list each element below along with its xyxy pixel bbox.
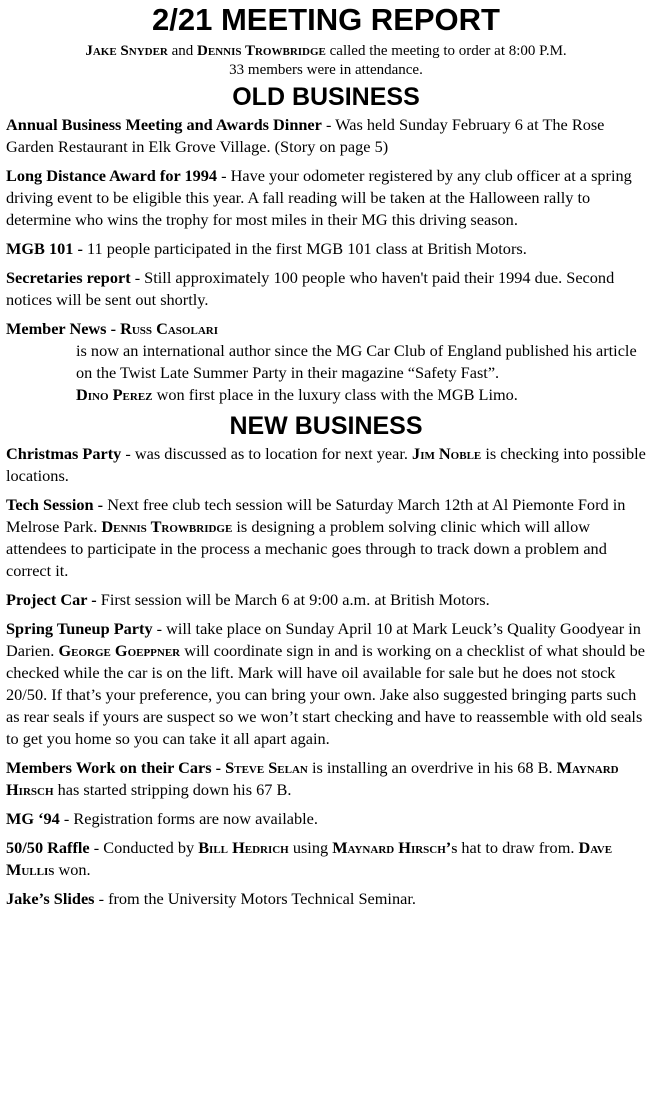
item-body: - Registration forms are now available. [59, 809, 318, 828]
member-name-1: Steve Selan [225, 758, 308, 777]
item-body: - Conducted by [89, 838, 199, 857]
item-body-2: using [288, 838, 333, 857]
intro-text-1: called the meeting to order at 8:00 P.M. [325, 43, 567, 59]
member-name-1: Russ Casolari [120, 319, 218, 338]
page-title: 2/21 MEETING REPORT [152, 2, 500, 37]
old-business-heading: OLD BUSINESS [232, 83, 420, 111]
item-body: - will take place on Sunday April 10 at Mark Leuck’s Quality Goodyear in Darien. [6, 619, 641, 660]
item-jakes-slides [6, 888, 646, 910]
item-head: 50/50 Raffle [6, 838, 90, 857]
item-head: MG ‘94 [6, 809, 60, 828]
item-member-news [6, 318, 646, 406]
member-name-3: Dave Mullis [6, 838, 613, 879]
item-body: - Was held Sunday February 6 at The Rose Garden Restaurant in Elk Grove Village. (Story on page 5) [6, 115, 605, 156]
item-body: - Still approximately 100 people who haven't paid their 1994 due. Second notices will be sent out shortly. [6, 268, 615, 309]
item-mgb-101 [6, 238, 646, 260]
item-head: Spring Tuneup Party [6, 619, 153, 638]
item-body: 11 people participated in the first MGB 101 class at British Motors. [86, 239, 527, 258]
item-long-distance-award [6, 165, 646, 231]
item-mg-94 [6, 808, 646, 830]
item-project-car [6, 589, 646, 611]
item-body: is installing an overdrive in his 68 B. [307, 758, 557, 777]
item-raffle [6, 837, 646, 881]
item-head: Tech Session - [6, 495, 108, 514]
item-body: - Have your odometer registered by any club officer at a spring driving event to be eligible this year. A fall reading will be taken at the Halloween rally to determine who wins the trophy for most miles in their MG this driving season. [6, 166, 632, 229]
member-name-1: Bill Hedrich [198, 838, 289, 857]
item-body: - from the University Motors Technical Seminar. [94, 889, 416, 908]
item-christmas-party [6, 443, 646, 487]
member-news-continued [6, 340, 646, 406]
item-head: Project Car - [6, 590, 101, 609]
item-head: Jake’s Slides [6, 889, 95, 908]
intro-paragraph [6, 42, 646, 80]
member-name-2: Maynard Hirsch [6, 758, 619, 799]
item-body-4: won. [54, 860, 91, 879]
presider-name-2: Dennis Trowbridge [197, 43, 326, 59]
item-members-work [6, 757, 646, 801]
item-head: Secretaries report [6, 268, 131, 287]
item-body-2: is designing a problem solving clinic which will allow attendees to participate in the process a mechanic goes through to track down a problem and correct it. [6, 517, 607, 580]
item-head: Christmas Party [6, 444, 122, 463]
item-body-2: won first place in the luxury class with the MGB Limo. [152, 385, 518, 404]
item-annual-meeting [6, 114, 646, 158]
item-body-2: has started stripping down his 67 B. [53, 780, 292, 799]
member-name: Jim Noble [412, 444, 482, 463]
item-body: - was discussed as to location for next year. [121, 444, 413, 463]
member-name-2: Dino Perez [76, 385, 153, 404]
item-head: Annual Business Meeting and Awards Dinner [6, 115, 322, 134]
item-body: is now an international author since the MG Car Club of England published his article on the Twist Late Summer Party in their magazine “Safety Fast”. [76, 341, 637, 382]
item-body-2: is checking into possible locations. [6, 444, 646, 485]
new-business-heading: NEW BUSINESS [229, 412, 423, 440]
item-spring-tuneup [6, 618, 646, 750]
intro-attendance: 33 members were in attendance. [229, 62, 423, 78]
item-body: First session will be March 6 at 9:00 a.m. at British Motors. [100, 590, 490, 609]
item-body-2: will coordinate sign in and is working on a checklist of what should be checked while the car is on the lift. Mark will have oil available for sale but he does not stock 20/50. If that’s your preference, you can bring your own. Jake also suggested bringing parts such as rear seals if yours are suspect so we won’t start checking and have to reassemble with old seals to get you home so you can take it all apart again. [6, 641, 645, 748]
item-head: Long Distance Award for 1994 [6, 166, 218, 185]
intro-and: and [167, 43, 198, 59]
item-head: Members Work on their Cars - [6, 758, 226, 777]
item-secretaries-report [6, 267, 646, 311]
item-body-3: hat to draw from. [457, 838, 579, 857]
member-name: Dennis Trowbridge [101, 517, 233, 536]
item-tech-session [6, 494, 646, 582]
item-head: MGB 101 - [6, 239, 87, 258]
item-head: Member News - [6, 319, 121, 338]
member-name: George Goeppner [58, 641, 181, 660]
presider-name-1: Jake Snyder [85, 43, 168, 59]
member-name-2: Maynard Hirsch’s [332, 838, 458, 857]
item-body: Next free club tech session will be Saturday March 12th at Al Piemonte Ford in Melrose Park. [6, 495, 626, 536]
